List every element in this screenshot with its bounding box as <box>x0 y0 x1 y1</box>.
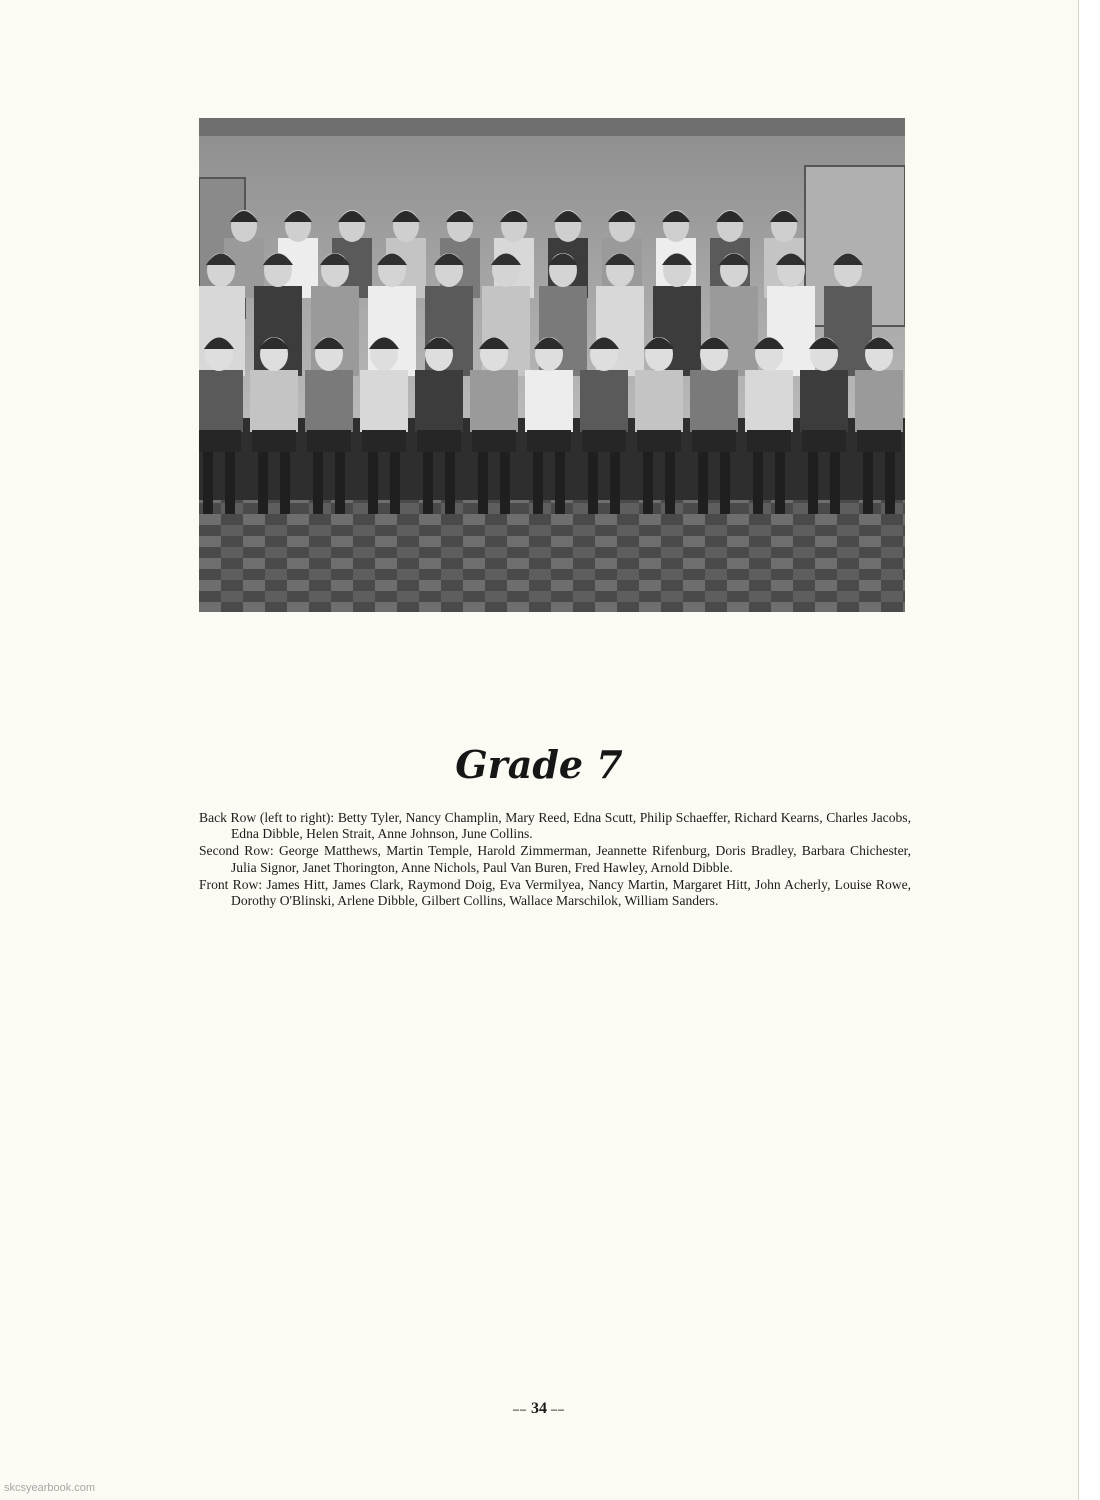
front-row-student <box>855 370 903 432</box>
photo-caption <box>199 810 911 910</box>
front-row-student <box>745 370 793 432</box>
page-number-ornament-right: –– <box>551 1402 565 1416</box>
front-row-student <box>580 370 628 432</box>
caption-back-row: Back Row (left to right): Betty Tyler, Nancy Champlin, Mary Reed, Edna Scutt, Philip Schaeffer, Richard Kearns, Charles Jacobs, Edna Dibble, Helen Strait, Anne Johnson, June Collins. <box>199 810 911 842</box>
front-row-student <box>525 370 573 432</box>
caption-second-row: Second Row: George Matthews, Martin Temple, Harold Zimmerman, Jeannette Rifenburg, Doris Bradley, Barbara Chichester, Julia Signor, Janet Thorington, Anne Nichols, Paul Van Buren, Fred Hawley, Arnold Dibble. <box>199 843 911 875</box>
front-row-student <box>199 370 243 432</box>
front-row-student <box>250 370 298 432</box>
front-row-student <box>690 370 738 432</box>
class-photo-image <box>199 118 905 612</box>
front-row-student <box>800 370 848 432</box>
front-row-student <box>470 370 518 432</box>
page-title: Grade 7 <box>455 742 623 787</box>
class-photo <box>199 118 905 612</box>
page-number-ornament-left: –– <box>513 1402 527 1416</box>
front-row-student <box>360 370 408 432</box>
caption-front-row: Front Row: James Hitt, James Clark, Raymond Doig, Eva Vermilyea, Nancy Martin, Margaret Hitt, John Acherly, Louise Rowe, Dorothy O'Blinski, Arlene Dibble, Gilbert Collins, Wallace Marschilok, William Sanders. <box>199 876 911 909</box>
site-watermark: skcsyearbook.com <box>4 1482 96 1494</box>
page-number-value: 34 <box>531 1400 547 1417</box>
front-row-student <box>415 370 463 432</box>
front-row-student <box>305 370 353 432</box>
page-number <box>0 1400 1078 1418</box>
front-row-student <box>635 370 683 432</box>
